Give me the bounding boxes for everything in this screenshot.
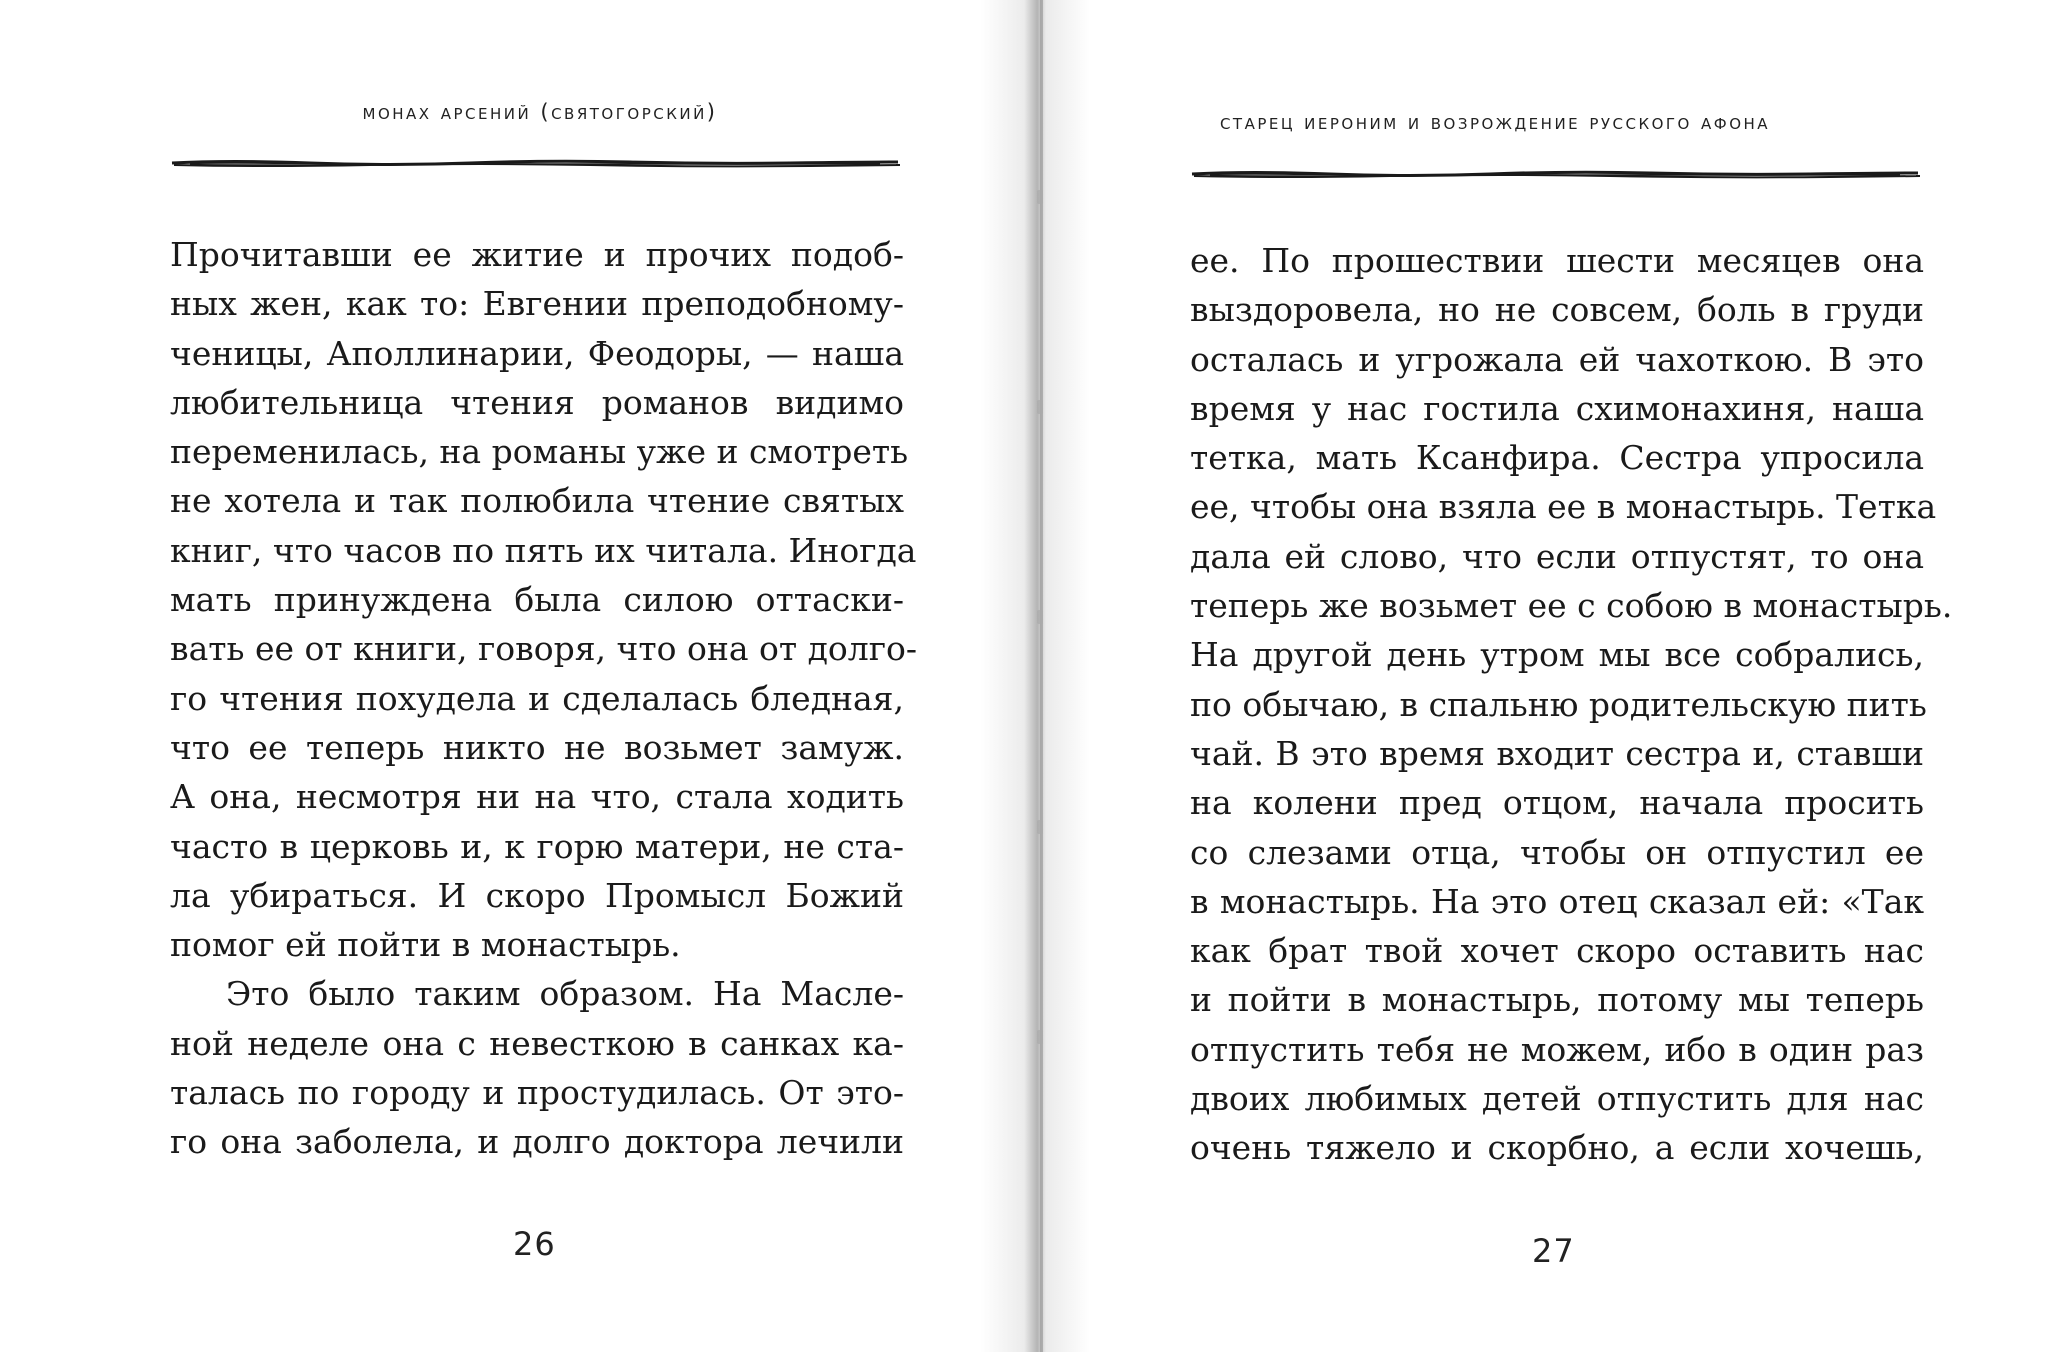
- right-ornamental-rule: [1190, 170, 1920, 177]
- left-ornamental-rule: [170, 159, 900, 166]
- text-line: отпустить тебя не можем, ибо в один раз: [1190, 1029, 1924, 1069]
- left-running-head: монах арсений (святогорский): [362, 100, 718, 124]
- text-line: ее, чтобы она взяла ее в монастырь. Тетка: [1190, 487, 1937, 527]
- text-line: не хотела и так полюбила чтение святых: [170, 481, 904, 521]
- binding-stitch: [1037, 820, 1043, 834]
- text-line: книг, что часов по пять их читала. Иногда: [170, 530, 917, 570]
- text-line: и пойти в монастырь, потому мы теперь: [1190, 980, 1924, 1020]
- text-line: чай. В это время входит сестра и, ставши: [1190, 733, 1924, 773]
- right-page-number: 27: [1532, 1232, 1575, 1270]
- text-line: любительница чтения романов видимо: [170, 382, 904, 422]
- text-line: ее. По прошествии шести месяцев она: [1190, 241, 1924, 280]
- text-line: по обычаю, в спальню родительскую пить: [1190, 684, 1927, 724]
- text-line: Прочитавши ее житие и прочих подоб-: [170, 235, 904, 274]
- right-page: [1040, 0, 2048, 1352]
- text-line: что ее теперь никто не возьмет замуж.: [170, 727, 904, 767]
- text-line: ных жен, как то: Евгении преподобному-: [170, 284, 904, 324]
- text-line: двоих любимых детей отпустить для нас: [1190, 1079, 1924, 1119]
- binding-stitch: [1037, 400, 1043, 414]
- text-line: как брат твой хочет скоро оставить нас: [1190, 931, 1924, 971]
- right-body-text: [1190, 236, 1953, 1173]
- text-line: со слезами отца, чтобы он отпустил ее: [1190, 832, 1924, 872]
- right-running-head: старец иероним и возрождение русского афона: [1219, 110, 1771, 134]
- text-line: осталась и угрожала ей чахоткою. В это: [1190, 339, 1924, 379]
- text-line: помог ей пойти в монастырь.: [170, 925, 681, 965]
- binding-stitch: [1037, 190, 1043, 204]
- left-page-number: 26: [513, 1225, 556, 1263]
- text-line: Это было таким образом. На Масле-: [226, 974, 904, 1014]
- text-line: очень тяжело и скорбно, а если хочешь,: [1190, 1128, 1924, 1168]
- text-line: ла убираться. И скоро Промысл Божий: [170, 875, 904, 915]
- text-line: го она заболела, и долго доктора лечили: [170, 1122, 904, 1162]
- binding-stitch: [1037, 610, 1043, 624]
- text-line: вать ее от книги, говоря, что она от долго-: [170, 629, 918, 669]
- text-line: переменилась, на романы уже и смотреть: [170, 432, 909, 472]
- binding-stitch: [1037, 1030, 1043, 1044]
- text-line: тетка, мать Ксанфира. Сестра упросила: [1190, 438, 1924, 478]
- left-body-text: [170, 230, 918, 1167]
- text-line: мать принуждена была силою оттаски-: [170, 580, 904, 620]
- text-line: го чтения похудела и сделалась бледная,: [170, 678, 904, 718]
- text-line: время у нас гостила схимонахиня, наша: [1190, 388, 1924, 428]
- text-line: талась по городу и простудилась. От это-: [170, 1073, 904, 1113]
- text-line: дала ей слово, что если отпустят, то она: [1190, 536, 1924, 576]
- text-line: часто в церковь и, к горю матери, не ста-: [170, 826, 904, 866]
- text-line: На другой день утром мы все собрались,: [1190, 635, 1924, 675]
- text-line: выздоровела, но не совсем, боль в груди: [1190, 290, 1924, 330]
- text-line: теперь же возьмет ее с собою в монастырь.: [1190, 586, 1953, 626]
- text-line: в монастырь. На это отец сказал ей: «Так: [1190, 881, 1924, 921]
- text-line: А она, несмотря ни на что, стала ходить: [170, 777, 904, 817]
- text-line: на колени пред отцом, начала просить: [1190, 783, 1924, 823]
- text-line: ной неделе она с невесткою в санках ка-: [170, 1023, 904, 1063]
- text-line: ченицы, Аполлинарии, Феодоры, — наша: [170, 333, 904, 373]
